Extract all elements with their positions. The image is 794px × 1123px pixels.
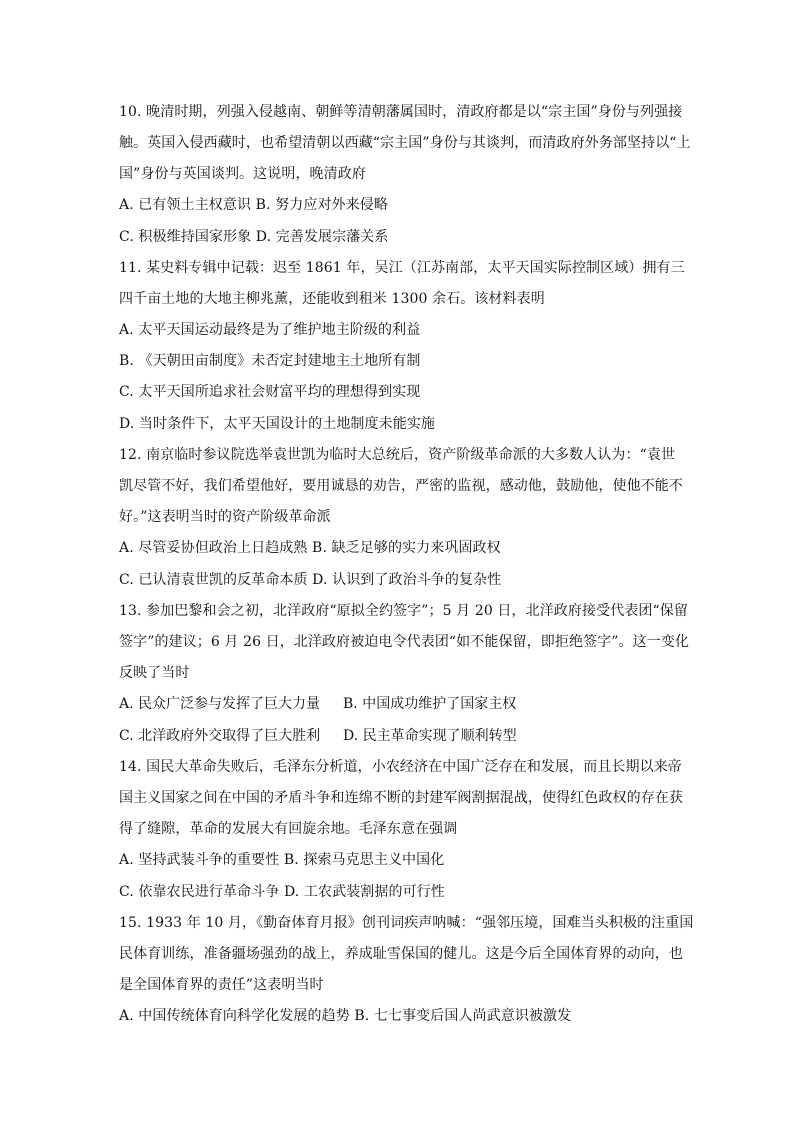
question-stem-line: 签字”的建议；6 月 26 日，北洋政府被迫电令代表团“如不能保留，即拒绝签字”。这一变化 [119,634,690,650]
option-line: D. 当时条件下，太平天国设计的土地制度未能实施 [119,416,436,432]
option-line: B. 《天朝田亩制度》未否定封建地主土地所有制 [119,353,421,369]
question-stem-line: 民体育训练，准备疆场强劲的战上，养成耻雪保国的健儿。这是今后全国体育界的动向，也 [119,946,683,962]
question-stem-line: 国”身份与英国谈判。这说明，晚清政府 [119,166,366,182]
question-stem-line: 反映了当时 [119,665,190,681]
question-stem-line: 15. 1933 年 10 月，《勤奋体育月报》创刊词疾声呐喊：“强邻压境，国难当头积极的注重国 [119,915,694,931]
option-line: C. 太平天国所追求社会财富平均的理想得到实现 [119,384,421,400]
option-line: A. 中国传统体育向科学化发展的趋势 B. 七七事变后国人尚武意识被激发 [119,1008,572,1024]
question-stem-line: 得了缝隙，革命的发展大有回旋余地。毛泽东意在强调 [119,821,458,837]
question-stem-line: 10. 晚清时期，列强入侵越南、朝鲜等清朝藩属国时，清政府都是以“宗主国”身份与列强接 [119,104,683,120]
option-a: A. 民众广泛参与发挥了巨大力量 [119,696,321,712]
question-stem-line: 国主义国家之间在中国的矛盾斗争和连绵不断的封建军阀割据混战，使得红色政权的存在获 [119,790,683,806]
option-line: A. 已有领土主权意识 B. 努力应对外来侵略 [119,197,388,213]
question-stem-line: 14. 国民大革命失败后，毛泽东分析道，小农经济在中国广泛存在和发展，而且长期以来帝 [119,759,682,775]
question-stem-line: 触。英国入侵西藏时，也希望清朝以西藏“宗主国”身份与其谈判，而清政府外务部坚持以“上 [119,135,691,151]
question-stem-line: 12. 南京临时参议院选举袁世凯为临时大总统后，资产阶级革命派的大多数人认为：“袁世 [119,447,676,463]
option-line: C. 已认清袁世凯的反革命本质 D. 认识到了政治斗争的复杂性 [119,572,502,588]
option-b: B. 中国成功维护了国家主权 [343,696,517,712]
option-d: D. 民主革命实现了顺利转型 [343,728,517,744]
question-stem-line: 是全国体育界的责任”这表明当时 [119,977,324,993]
option-line: A. 尽管妥协但政治上日趋成熟 B. 缺乏足够的实力来巩固政权 [119,540,501,556]
question-stem-line: 凯尽管不好，我们希望他好，要用诚恳的劝告，严密的监视，感动他，鼓励他，使他不能不 [119,478,683,494]
option-line: C. 积极维持国家形象 D. 完善发展宗藩关系 [119,229,389,245]
option-c: C. 北洋政府外交取得了巨大胜利 [119,728,321,744]
question-stem-line: 四千亩土地的大地主柳兆薰，还能收到租米 1300 余石。该材料表明 [119,291,545,307]
question-stem-line: 11. 某史料专辑中记载：迟至 1861 年，吴江（江苏南部，太平天国实际控制区域）拥有三 [119,260,685,276]
option-line: A. 坚持武装斗争的重要性 B. 探索马克思主义中国化 [119,852,445,868]
option-line: C. 依靠农民进行革命斗争 D. 工农武装割据的可行性 [119,884,445,900]
question-stem-line: 13. 参加巴黎和会之初，北洋政府“原拟全约签字”；5 月 20 日，北洋政府接受代表团“保留 [119,603,688,619]
option-line: A. 太平天国运动最终是为了维护地主阶级的利益 [119,322,421,338]
question-stem-line: 好。”这表明当时的资产阶级革命派 [119,509,331,525]
